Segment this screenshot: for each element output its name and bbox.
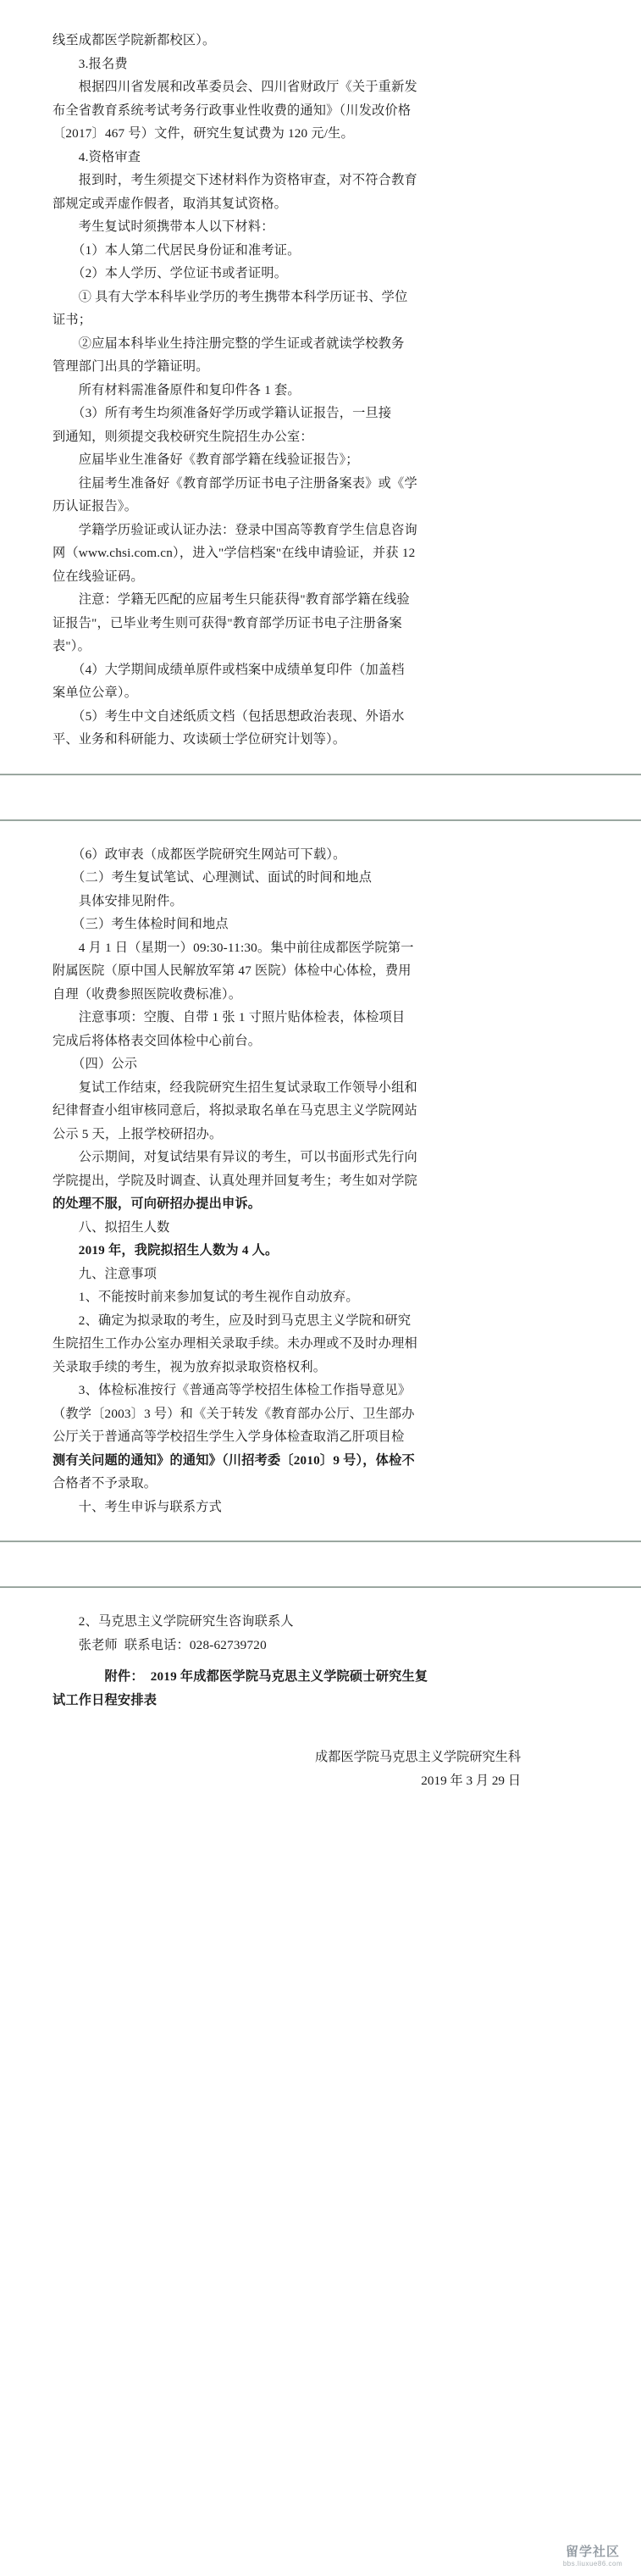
paragraph-line: 线至成都医学院新都校区）。 — [52, 33, 216, 47]
signature-date: 2019 年 3 月 29 日 — [421, 1774, 521, 1788]
paragraph-line: 布全省教育系统考试考务行政事业性收费的通知》（川发改价格 — [52, 103, 412, 118]
paragraph-line: 3.报名费 — [52, 56, 128, 71]
page-gap — [0, 775, 641, 797]
section-heading: 测有关问题的通知》的通知》（川招考委〔2010〕9 号），体检不 — [52, 1452, 415, 1468]
paragraph-line: 考生复试时须携带本人以下材料： — [52, 219, 274, 234]
paragraph-line: 附属医院（原中国人民解放军第 47 医院）体检中心体检，费用 — [52, 963, 412, 978]
paragraph-line: 4 月 1 日（星期一）09:30-11:30。集中前往成都医学院第一 — [52, 940, 414, 955]
paragraph-line: （3）所有考生均须准备好学历或学籍认证报告，一旦接 — [52, 406, 392, 420]
paragraph-line: 复试工作结束，经我院研究生招生复试录取工作领导小组和 — [52, 1080, 417, 1095]
paragraph-line: 关录取手续的考生，视为放弃拟录取资格权利。 — [52, 1359, 327, 1374]
paragraph-line: 案单位公章）。 — [52, 686, 138, 700]
paragraph-line: 2、确定为拟录取的考生，应及时到马克思主义学院和研究 — [52, 1313, 412, 1328]
paragraph-line: 公示期间，对复试结果有异议的考生，可以书面形式先行向 — [52, 1150, 417, 1164]
paragraph-line: 1、不能按时前来参加复试的考生视作自动放弃。 — [52, 1290, 359, 1304]
paragraph-line: 管理部门出具的学籍证明。 — [52, 359, 209, 374]
paragraph-line: （1）本人第二代居民身份证和准考证。 — [52, 242, 301, 258]
attachment-line: 试工作日程安排表 — [52, 1692, 157, 1707]
paragraph-line: （4）大学期间成绩单原件或档案中成绩单复印件（加盖档 — [52, 662, 405, 677]
paragraph-line: 合格者不予录取。 — [52, 1476, 157, 1491]
paragraph-line: 所有材料需准备原件和复印件各 1 套。 — [52, 382, 301, 397]
section-heading: 的处理不服，可向研招办提出申诉。 — [52, 1196, 262, 1211]
paragraph-line: 报到时，考生须提交下述材料作为资格审查，对不符合教育 — [52, 173, 417, 187]
paragraph-line: 学院提出，学院及时调查、认真处理并回复考生；考生如对学院 — [52, 1173, 417, 1188]
paragraph-line: （2）本人学历、学位证书或者证明。 — [52, 266, 288, 280]
paragraph-line: 2、马克思主义学院研究生咨询联系人 — [52, 1614, 294, 1629]
paragraph-line: 〔2017〕467 号）文件，研究生复试费为 120 元/生。 — [52, 126, 354, 141]
paragraph-line: 注意：学籍无匹配的应届考生只能获得"教育部学籍在线验 — [52, 592, 410, 607]
watermark — [556, 2545, 629, 2568]
paragraph-line: ②应届本科毕业生持注册完整的学生证或者就读学校教务 — [52, 336, 405, 351]
paragraph-line: 公厅关于普通高等学校招生学生入学身体检查取消乙肝项目检 — [52, 1430, 405, 1444]
paragraph-line: 生院招生工作办公室办理相关录取手续。未办理或不及时办理相 — [52, 1336, 417, 1351]
paragraph-line: 公示 5 天，上报学校研招办。 — [52, 1126, 223, 1141]
paragraph-line: 往届考生准备好《教育部学历证书电子注册备案表》或《学 — [52, 475, 417, 491]
watermark-url: bbs.liuxue86.com — [562, 2560, 623, 2568]
paragraph-line: ① 具有大学本科毕业学历的考生携带本科学历证书、学位 — [52, 289, 408, 304]
paragraph-line: （6）政审表（成都医学院研究生网站可下载）。 — [52, 847, 346, 862]
paragraph-line: （二）考生复试笔试、心理测试、面试的时间和地点 — [52, 870, 373, 885]
attachment-line: 附件： 2019 年成都医学院马克思主义学院硕士研究生复 — [52, 1669, 428, 1684]
document-section-2 — [0, 821, 641, 1519]
paragraph-line: 到通知，则须提交我校研究生院招生办公室： — [52, 429, 313, 444]
paragraph-line: 证书； — [52, 313, 92, 327]
paragraph-line: 完成后将体格表交回体检中心前台。 — [52, 1033, 262, 1048]
document-section-3 — [0, 1588, 641, 1793]
contact-line: 十、考生申诉与联系方式 — [52, 1499, 223, 1514]
paragraph-line: （教学〔2003〕3 号）和《关于转发《教育部办公厅、卫生部办 — [52, 1406, 415, 1421]
section-heading: 2019 年，我院拟招生人数为 4 人。 — [52, 1243, 279, 1257]
paragraph-line: 根据四川省发展和改革委员会、四川省财政厅《关于重新发 — [52, 80, 417, 94]
paragraph-line: 位在线验证码。 — [52, 569, 144, 584]
paragraph-line: 证报告"，已毕业考生则可获得"教育部学历证书电子注册备案 — [52, 615, 402, 630]
signature-org: 成都医学院马克思主义学院研究生科 — [315, 1750, 521, 1764]
document-section-1 — [0, 0, 641, 752]
paragraph-line: 3、体检标准按行《普通高等学校招生体检工作指导意见》 — [52, 1383, 412, 1397]
paragraph-line: 网（www.chsi.com.cn），进入"学信档案"在线申请验证，并获 12 — [52, 546, 416, 560]
paragraph-line: 自理（收费参照医院收费标准）。 — [52, 986, 242, 1002]
page-gap — [0, 1542, 641, 1564]
paragraph-line: 历认证报告》。 — [52, 499, 138, 514]
paragraph-line: 具体安排见附件。 — [52, 893, 183, 908]
paragraph-line: 应届毕业生准备好《教育部学籍在线验证报告》； — [52, 452, 359, 467]
paragraph-line: 八、拟招生人数 — [52, 1219, 170, 1235]
paragraph-line: 纪律督查小组审核同意后，将拟录取名单在马克思主义学院网站 — [52, 1103, 417, 1118]
paragraph-line: 4.资格审查 — [52, 149, 141, 164]
paragraph-line: 平、业务和科研能力、攻读硕士学位研究计划等）。 — [52, 732, 346, 747]
paragraph-line: 注意事项：空腹、自带 1 张 1 寸照片贴体检表，体检项目 — [52, 1010, 406, 1024]
paragraph-line: 部规定或弄虚作假者，取消其复试资格。 — [52, 196, 287, 211]
paragraph-line: 学籍学历验证或认证办法：登录中国高等教育学生信息咨询 — [52, 522, 417, 537]
paragraph-line: （四）公示 — [52, 1057, 138, 1071]
paragraph-line: （5）考生中文自述纸质文档（包括思想政治表现、外语水 — [52, 708, 405, 724]
watermark-badge: 留学社区 — [565, 2545, 620, 2559]
paragraph-line: 九、注意事项 — [52, 1266, 157, 1281]
paragraph-line: （三）考生体检时间和地点 — [52, 917, 229, 931]
contact-line: 张老师 联系电话：028-62739720 — [52, 1637, 267, 1652]
paragraph-line: 表"）。 — [52, 639, 91, 653]
